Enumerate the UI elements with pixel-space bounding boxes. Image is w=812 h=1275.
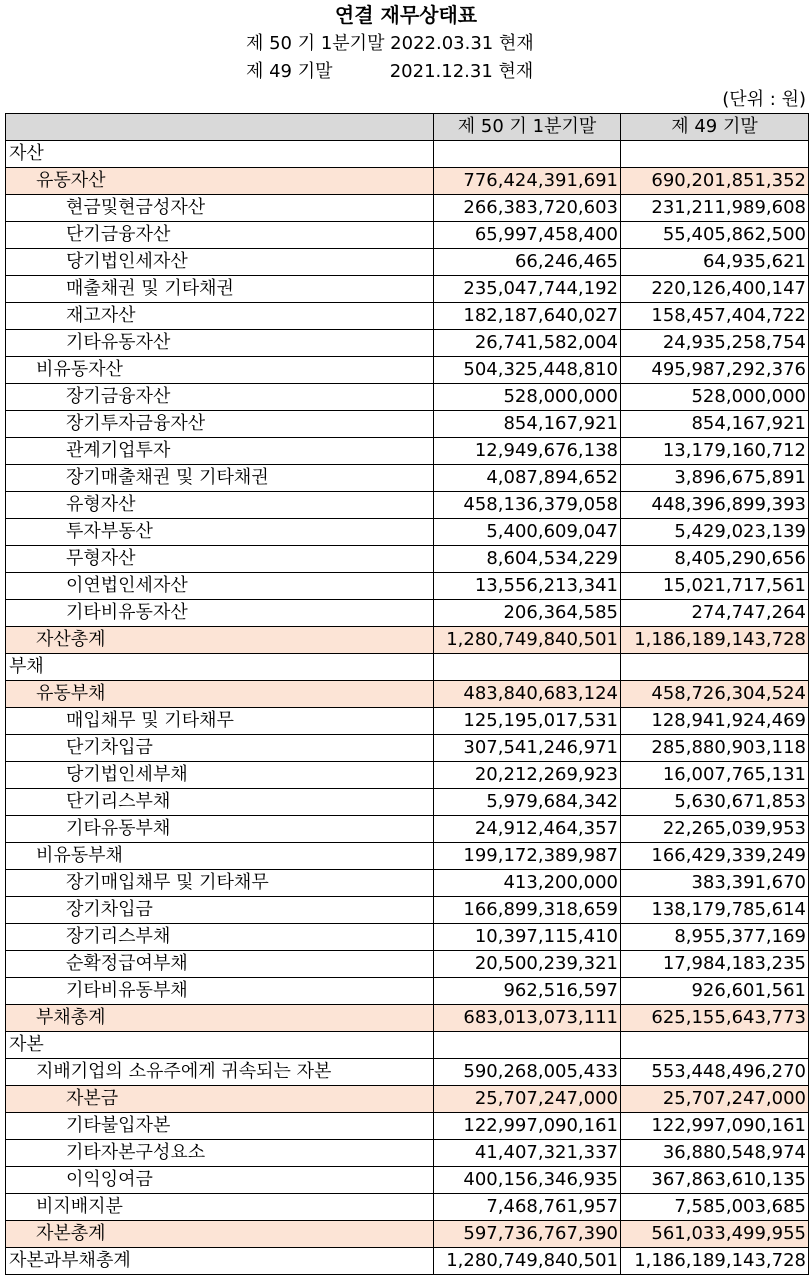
balance-sheet-table xyxy=(5,113,809,1275)
account-name: 매입채무 및 기타채무 xyxy=(6,708,434,735)
current-period-value: 13,556,213,341 xyxy=(434,573,621,600)
table-row xyxy=(6,1194,809,1221)
account-name: 당기법인세부채 xyxy=(6,762,434,789)
previous-period-value: 448,396,899,393 xyxy=(621,492,809,519)
header-account xyxy=(6,114,434,141)
table-row xyxy=(6,1032,809,1059)
current-period-value: 66,246,465 xyxy=(434,249,621,276)
previous-period-value: 166,429,339,249 xyxy=(621,843,809,870)
previous-period-value: 274,747,264 xyxy=(621,600,809,627)
table-row xyxy=(6,1005,809,1032)
previous-period-value: 1,186,189,143,728 xyxy=(621,1248,809,1275)
previous-period-value: 64,935,621 xyxy=(621,249,809,276)
table-body xyxy=(6,141,809,1275)
current-period-value: 41,407,321,337 xyxy=(434,1140,621,1167)
table-row xyxy=(6,1113,809,1140)
account-name: 기타비유동부채 xyxy=(6,978,434,1005)
current-period-value: 683,013,073,111 xyxy=(434,1005,621,1032)
current-period-value: 458,136,379,058 xyxy=(434,492,621,519)
current-period-value: 235,047,744,192 xyxy=(434,276,621,303)
table-row xyxy=(6,519,809,546)
account-name: 자산총계 xyxy=(6,627,434,654)
table-row xyxy=(6,168,809,195)
current-period-value: 20,212,269,923 xyxy=(434,762,621,789)
table-row xyxy=(6,1221,809,1248)
current-period-value: 166,899,318,659 xyxy=(434,897,621,924)
account-name: 관계기업투자 xyxy=(6,438,434,465)
current-period-value: 7,468,761,957 xyxy=(434,1194,621,1221)
account-name: 장기투자금융자산 xyxy=(6,411,434,438)
table-row xyxy=(6,708,809,735)
previous-period-value: 8,955,377,169 xyxy=(621,924,809,951)
table-row xyxy=(6,573,809,600)
previous-period-value: 367,863,610,135 xyxy=(621,1167,809,1194)
previous-period-value: 690,201,851,352 xyxy=(621,168,809,195)
account-name: 재고자산 xyxy=(6,303,434,330)
previous-period-value: 138,179,785,614 xyxy=(621,897,809,924)
table-row xyxy=(6,735,809,762)
current-period-value: 182,187,640,027 xyxy=(434,303,621,330)
table-row xyxy=(6,870,809,897)
previous-period-value: 495,987,292,376 xyxy=(621,357,809,384)
previous-period-value: 128,941,924,469 xyxy=(621,708,809,735)
previous-period-value: 5,630,671,853 xyxy=(621,789,809,816)
account-name: 당기법인세자산 xyxy=(6,249,434,276)
account-name: 비유동부채 xyxy=(6,843,434,870)
current-period-value: 125,195,017,531 xyxy=(434,708,621,735)
current-period-value: 65,997,458,400 xyxy=(434,222,621,249)
table-row xyxy=(6,924,809,951)
previous-period-value xyxy=(621,141,809,168)
account-name: 기타자본구성요소 xyxy=(6,1140,434,1167)
current-period-value: 12,949,676,138 xyxy=(434,438,621,465)
previous-period-value: 383,391,670 xyxy=(621,870,809,897)
previous-period-value: 285,880,903,118 xyxy=(621,735,809,762)
account-name: 현금및현금성자산 xyxy=(6,195,434,222)
table-row xyxy=(6,1059,809,1086)
previous-period-value: 25,707,247,000 xyxy=(621,1086,809,1113)
previous-period-value: 17,984,183,235 xyxy=(621,951,809,978)
current-period-value xyxy=(434,654,621,681)
unit-label: (단위 : 원) xyxy=(722,89,806,110)
account-name: 순확정급여부채 xyxy=(6,951,434,978)
table-row xyxy=(6,195,809,222)
current-period-value: 776,424,391,691 xyxy=(434,168,621,195)
current-period-value: 400,156,346,935 xyxy=(434,1167,621,1194)
current-period-value: 590,268,005,433 xyxy=(434,1059,621,1086)
current-period-value: 5,979,684,342 xyxy=(434,789,621,816)
current-period-value: 5,400,609,047 xyxy=(434,519,621,546)
table-row xyxy=(6,951,809,978)
previous-period-value: 5,429,023,139 xyxy=(621,519,809,546)
previous-period-value: 220,126,400,147 xyxy=(621,276,809,303)
table-row xyxy=(6,222,809,249)
account-name: 기타불입자본 xyxy=(6,1113,434,1140)
current-period-value: 413,200,000 xyxy=(434,870,621,897)
account-name: 자본금 xyxy=(6,1086,434,1113)
account-name: 자본총계 xyxy=(6,1221,434,1248)
table-row xyxy=(6,438,809,465)
table-row xyxy=(6,816,809,843)
previous-period-value: 13,179,160,712 xyxy=(621,438,809,465)
current-period-value: 504,325,448,810 xyxy=(434,357,621,384)
current-period-value: 854,167,921 xyxy=(434,411,621,438)
current-period-value: 266,383,720,603 xyxy=(434,195,621,222)
previous-period-value: 528,000,000 xyxy=(621,384,809,411)
account-name: 비지배지분 xyxy=(6,1194,434,1221)
account-name: 기타유동부채 xyxy=(6,816,434,843)
table-row xyxy=(6,762,809,789)
table-row xyxy=(6,654,809,681)
previous-period-value: 553,448,496,270 xyxy=(621,1059,809,1086)
current-period-value: 24,912,464,357 xyxy=(434,816,621,843)
account-name: 자본 xyxy=(6,1032,434,1059)
current-period-value: 597,736,767,390 xyxy=(434,1221,621,1248)
previous-period-value: 231,211,989,608 xyxy=(621,195,809,222)
previous-period-value: 22,265,039,953 xyxy=(621,816,809,843)
account-name: 장기매입채무 및 기타채무 xyxy=(6,870,434,897)
previous-period-value: 625,155,643,773 xyxy=(621,1005,809,1032)
header-current-period: 제 50 기 1분기말 xyxy=(434,114,621,141)
account-name: 지배기업의 소유주에게 귀속되는 자본 xyxy=(6,1059,434,1086)
table-row xyxy=(6,600,809,627)
account-name: 부채 xyxy=(6,654,434,681)
period-current: 제 50 기 1분기말 2022.03.31 현재 xyxy=(246,33,534,54)
table-row xyxy=(6,411,809,438)
table-row xyxy=(6,357,809,384)
table-row xyxy=(6,681,809,708)
previous-period-value: 7,585,003,685 xyxy=(621,1194,809,1221)
account-name: 단기리스부채 xyxy=(6,789,434,816)
current-period-value: 962,516,597 xyxy=(434,978,621,1005)
table-row xyxy=(6,627,809,654)
current-period-value: 1,280,749,840,501 xyxy=(434,627,621,654)
table-row xyxy=(6,1140,809,1167)
table-row xyxy=(6,492,809,519)
account-name: 비유동자산 xyxy=(6,357,434,384)
table-row xyxy=(6,384,809,411)
header-row xyxy=(6,114,809,141)
previous-period-value: 15,021,717,561 xyxy=(621,573,809,600)
previous-period-value: 158,457,404,722 xyxy=(621,303,809,330)
account-name: 단기금융자산 xyxy=(6,222,434,249)
current-period-value: 199,172,389,987 xyxy=(434,843,621,870)
current-period-value xyxy=(434,141,621,168)
current-period-value: 4,087,894,652 xyxy=(434,465,621,492)
previous-period-value xyxy=(621,1032,809,1059)
period-previous: 제 49 기말 2021.12.31 현재 xyxy=(246,61,534,82)
account-name: 이연법인세자산 xyxy=(6,573,434,600)
account-name: 기타비유동자산 xyxy=(6,600,434,627)
previous-period-value: 3,896,675,891 xyxy=(621,465,809,492)
account-name: 유형자산 xyxy=(6,492,434,519)
previous-period-value: 854,167,921 xyxy=(621,411,809,438)
current-period-value: 483,840,683,124 xyxy=(434,681,621,708)
current-period-value: 8,604,534,229 xyxy=(434,546,621,573)
account-name: 투자부동산 xyxy=(6,519,434,546)
current-period-value xyxy=(434,1032,621,1059)
table-row xyxy=(6,897,809,924)
table-row xyxy=(6,1167,809,1194)
previous-period-value: 16,007,765,131 xyxy=(621,762,809,789)
account-name: 장기차입금 xyxy=(6,897,434,924)
table-row xyxy=(6,303,809,330)
table-row xyxy=(6,465,809,492)
previous-period-value: 458,726,304,524 xyxy=(621,681,809,708)
previous-period-value: 36,880,548,974 xyxy=(621,1140,809,1167)
current-period-value: 10,397,115,410 xyxy=(434,924,621,951)
account-name: 자산 xyxy=(6,141,434,168)
table-row xyxy=(6,249,809,276)
previous-period-value: 926,601,561 xyxy=(621,978,809,1005)
previous-period-value: 24,935,258,754 xyxy=(621,330,809,357)
account-name: 장기매출채권 및 기타채권 xyxy=(6,465,434,492)
table-row xyxy=(6,1086,809,1113)
current-period-value: 26,741,582,004 xyxy=(434,330,621,357)
previous-period-value: 8,405,290,656 xyxy=(621,546,809,573)
account-name: 유동부채 xyxy=(6,681,434,708)
previous-period-value: 561,033,499,955 xyxy=(621,1221,809,1248)
current-period-value: 122,997,090,161 xyxy=(434,1113,621,1140)
account-name: 매출채권 및 기타채권 xyxy=(6,276,434,303)
account-name: 무형자산 xyxy=(6,546,434,573)
current-period-value: 307,541,246,971 xyxy=(434,735,621,762)
account-name: 부채총계 xyxy=(6,1005,434,1032)
previous-period-value xyxy=(621,654,809,681)
table-row xyxy=(6,330,809,357)
current-period-value: 1,280,749,840,501 xyxy=(434,1248,621,1275)
previous-period-value: 122,997,090,161 xyxy=(621,1113,809,1140)
table-row xyxy=(6,843,809,870)
table-row xyxy=(6,978,809,1005)
account-name: 이익잉여금 xyxy=(6,1167,434,1194)
current-period-value: 528,000,000 xyxy=(434,384,621,411)
account-name: 기타유동자산 xyxy=(6,330,434,357)
current-period-value: 206,364,585 xyxy=(434,600,621,627)
account-name: 단기차입금 xyxy=(6,735,434,762)
table-row xyxy=(6,276,809,303)
account-name: 자본과부채총계 xyxy=(6,1248,434,1275)
table-row xyxy=(6,141,809,168)
table-row xyxy=(6,546,809,573)
current-period-value: 25,707,247,000 xyxy=(434,1086,621,1113)
previous-period-value: 55,405,862,500 xyxy=(621,222,809,249)
account-name: 유동자산 xyxy=(6,168,434,195)
account-name: 장기리스부채 xyxy=(6,924,434,951)
account-name: 장기금융자산 xyxy=(6,384,434,411)
table-row xyxy=(6,789,809,816)
document-title: 연결 재무상태표 xyxy=(334,3,478,27)
header-previous-period: 제 49 기말 xyxy=(621,114,809,141)
previous-period-value: 1,186,189,143,728 xyxy=(621,627,809,654)
table-row xyxy=(6,1248,809,1275)
current-period-value: 20,500,239,321 xyxy=(434,951,621,978)
